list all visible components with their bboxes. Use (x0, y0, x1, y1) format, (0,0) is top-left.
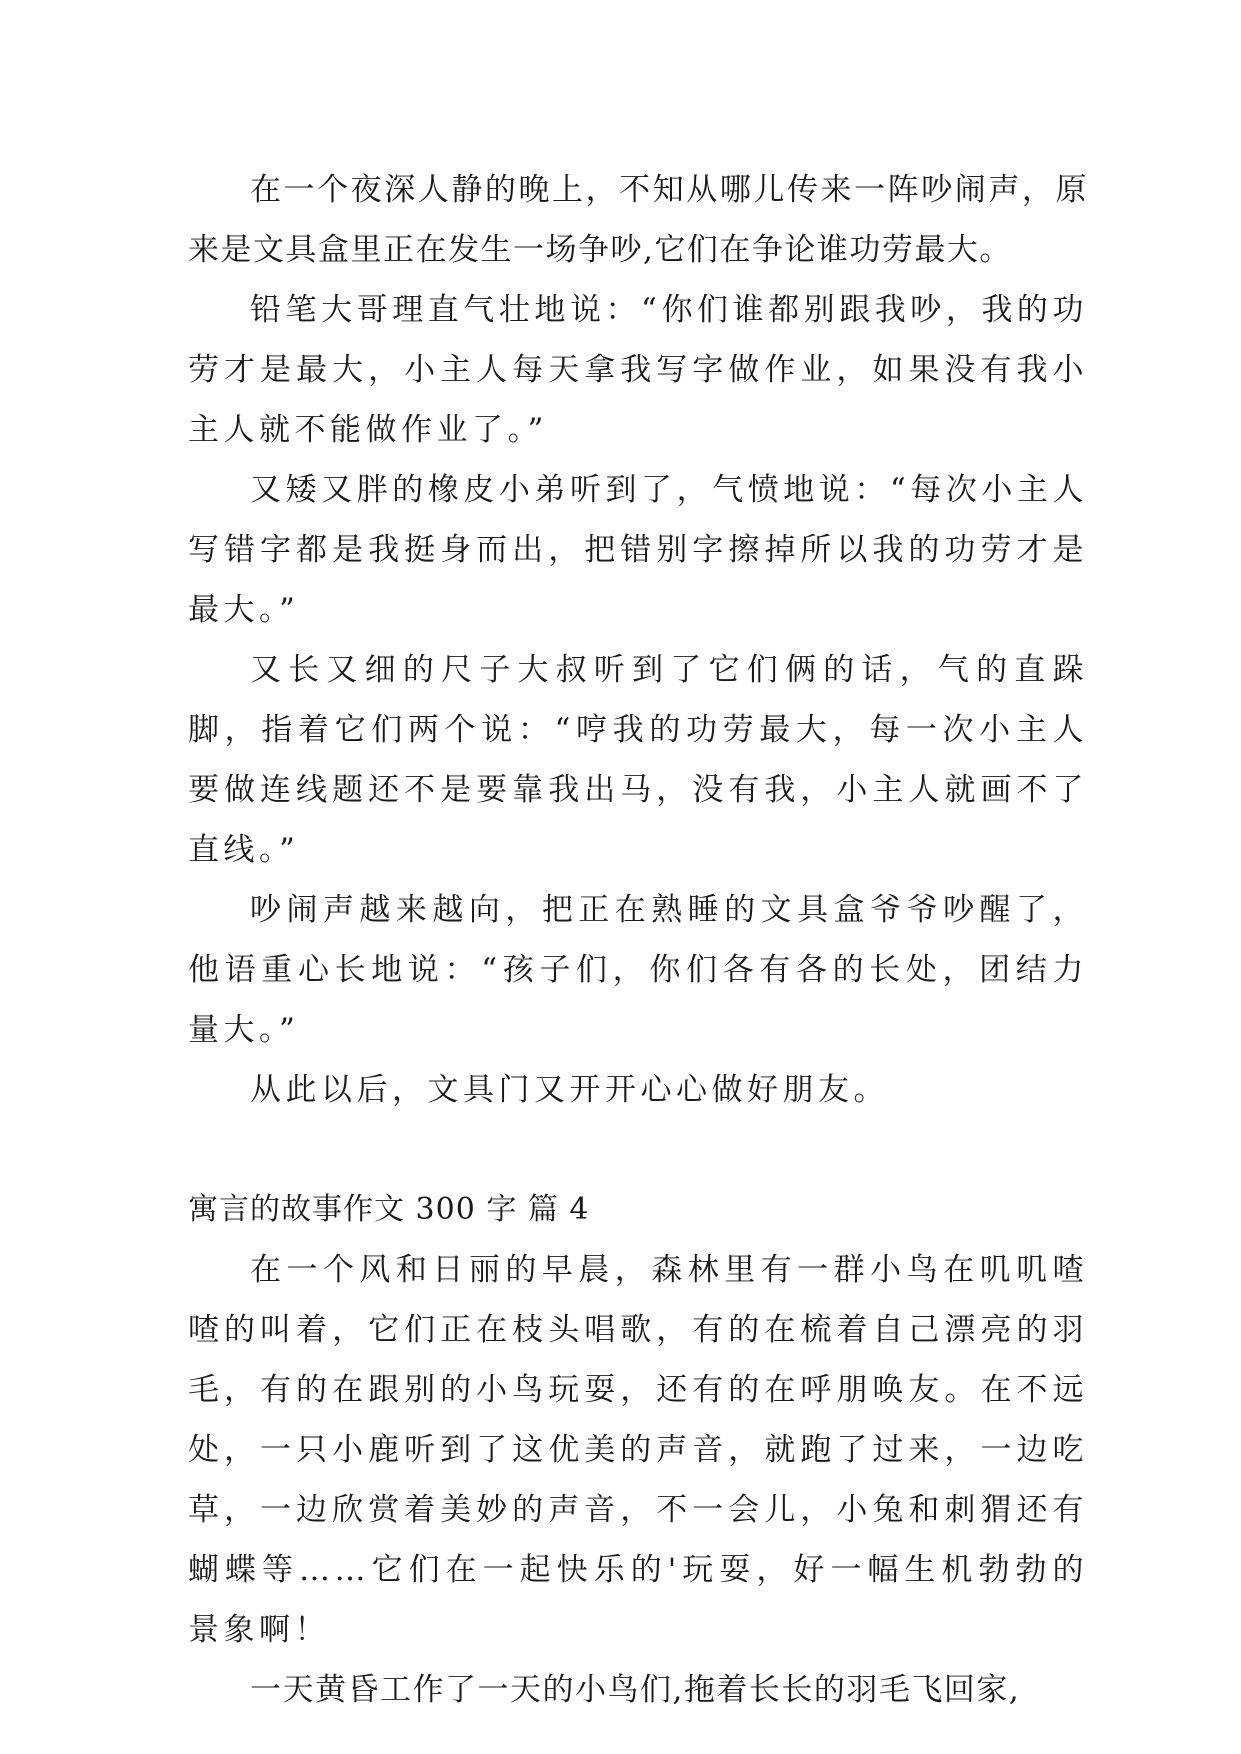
paragraph: 在一个风和日丽的早晨，森林里有一群小鸟在叽叽喳喳的叫着，它们正在枝头唱歌，有的在梳着自己漂亮的羽毛，有的在跟别的小鸟玩耍，还有的在呼朋唤友。在不远处，一只小鹿听到了这优美的声音，就跑了过来，一边吃草，一边欣赏着美妙的声音，不一会儿，小兔和刺猬还有蝴蝶等……它们在一起快乐的'玩耍，好一幅生机勃勃的景象啊！ (188, 1252, 1088, 1648)
paragraph: 吵闹声越来越向，把正在熟睡的文具盒爷爷吵醒了，他语重心长地说：“孩子们，你们各有各的长处，团结力量大。” (188, 892, 1088, 1048)
paragraph: 又矮又胖的橡皮小弟听到了，气愤地说：“每次小主人写错字都是我挺身而出，把错别字擦掉所以我的功劳才是最大。” (188, 472, 1088, 628)
paragraph: 在一个夜深人静的晚上，不知从哪儿传来一阵吵闹声，原来是文具盒里正在发生一场争吵,它们在争论谁功劳最大。 (188, 172, 1088, 268)
section-heading: 寓言的故事作文 300 字 篇 4 (188, 1192, 590, 1227)
paragraph: 一天黄昏工作了一天的小鸟们,拖着长长的羽毛飞回家, (250, 1672, 1021, 1708)
paragraph: 铅笔大哥理直气壮地说：“你们谁都别跟我吵，我的功劳才是最大，小主人每天拿我写字做作业，如果没有我小主人就不能做作业了。” (188, 292, 1088, 448)
document-body (188, 160, 1088, 1720)
paragraph: 从此以后，文具门又开开心心做好朋友。 (250, 1072, 889, 1108)
paragraph: 又长又细的尺子大叔听到了它们俩的话，气的直跺脚，指着它们两个说：“哼我的功劳最大，每一次小主人要做连线题还不是要靠我出马，没有我，小主人就画不了直线。” (188, 652, 1088, 868)
